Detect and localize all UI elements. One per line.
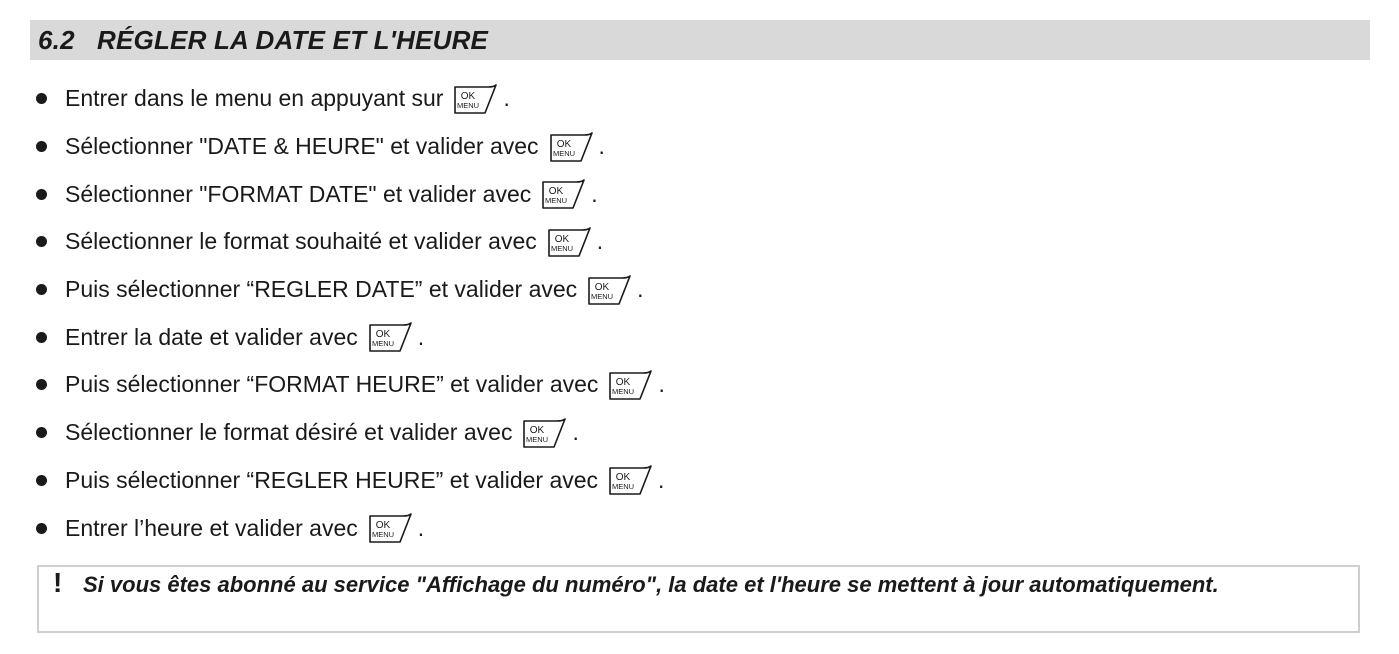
ok-menu-key-icon [587,275,635,305]
key-label-ok: OK [594,281,610,293]
step-period: . [503,85,510,112]
ok-menu-key-icon [368,322,416,352]
step-item [36,218,1356,266]
ok-menu-key-icon [608,465,656,495]
step-text: Sélectionner "DATE & HEURE" et valider avec [65,133,539,160]
ok-menu-key-icon [453,84,501,114]
bullet-icon [36,427,47,438]
step-period: . [596,228,604,255]
key-label-ok: OK [615,472,631,484]
key-label-ok: OK [375,329,391,341]
key-label-ok: OK [530,424,545,436]
key-label-ok: OK [549,186,564,198]
bullet-icon [36,236,47,247]
step-period: . [417,514,425,541]
step-list [36,75,1356,552]
key-label-menu: MENU [591,291,614,301]
key-label-menu: MENU [526,434,549,444]
bullet-icon [36,189,47,200]
step-period: . [591,180,598,207]
step-text: Puis sélectionner “REGLER HEURE” et valider avec [65,466,599,493]
step-item [36,266,1356,314]
key-label-menu: MENU [545,196,568,206]
exclamation-icon: ! [53,567,63,598]
key-label-ok: OK [554,233,569,245]
key-label-ok: OK [616,376,631,388]
key-label-menu: MENU [371,530,394,540]
key-label-ok: OK [461,90,476,102]
step-text: Sélectionner le format désiré et valider avec [65,419,513,446]
step-text: Entrer dans le menu en appuyant sur [65,85,444,112]
ok-menu-key-icon [549,132,597,162]
section-header [30,20,1370,60]
bullet-icon [36,475,47,486]
bullet-icon [36,93,47,104]
step-period: . [658,371,665,398]
bullet-icon [36,284,47,295]
step-text: Sélectionner "FORMAT DATE" et valider avec [65,180,532,207]
ok-menu-key-icon [522,418,570,448]
ok-menu-key-icon [541,179,589,209]
ok-menu-key-icon [608,370,656,400]
bullet-icon [36,523,47,534]
step-period: . [572,419,579,446]
bullet-icon [36,141,47,152]
key-label-menu: MENU [612,386,635,396]
key-label-menu: MENU [552,148,575,158]
step-text: Entrer l’heure et valider avec [65,514,358,541]
step-text: Puis sélectionner “FORMAT HEURE” et valider avec [65,371,599,398]
ok-menu-key-icon [368,513,416,543]
step-period: . [598,133,605,160]
step-text: Sélectionner le format souhaité et valider avec [65,228,537,255]
key-label-menu: MENU [612,482,635,492]
note-box [37,565,1360,633]
section-title: 6.2 RÉGLER LA DATE ET L'HEURE [38,24,489,55]
key-label-ok: OK [556,138,571,150]
step-item [36,313,1356,361]
ok-menu-key-icon [547,227,595,257]
step-period: . [637,276,644,303]
key-label-menu: MENU [457,100,480,110]
step-item [36,75,1356,123]
key-label-ok: OK [375,520,390,532]
step-period: . [658,466,665,493]
note-text: Si vous êtes abonné au service "Affichage du numéro", la date et l'heure se mettent à jour automatiquement. [83,572,1219,597]
step-item [36,409,1356,457]
key-label-menu: MENU [371,339,394,349]
step-period: . [417,323,425,350]
step-text: Puis sélectionner “REGLER DATE” et valider avec [65,276,578,303]
bullet-icon [36,332,47,343]
step-item [36,457,1356,505]
bullet-icon [36,379,47,390]
key-label-menu: MENU [550,243,573,253]
step-text: Entrer la date et valider avec [65,323,358,350]
step-item [36,170,1356,218]
step-item [36,361,1356,409]
step-item [36,123,1356,171]
step-item [36,504,1356,552]
